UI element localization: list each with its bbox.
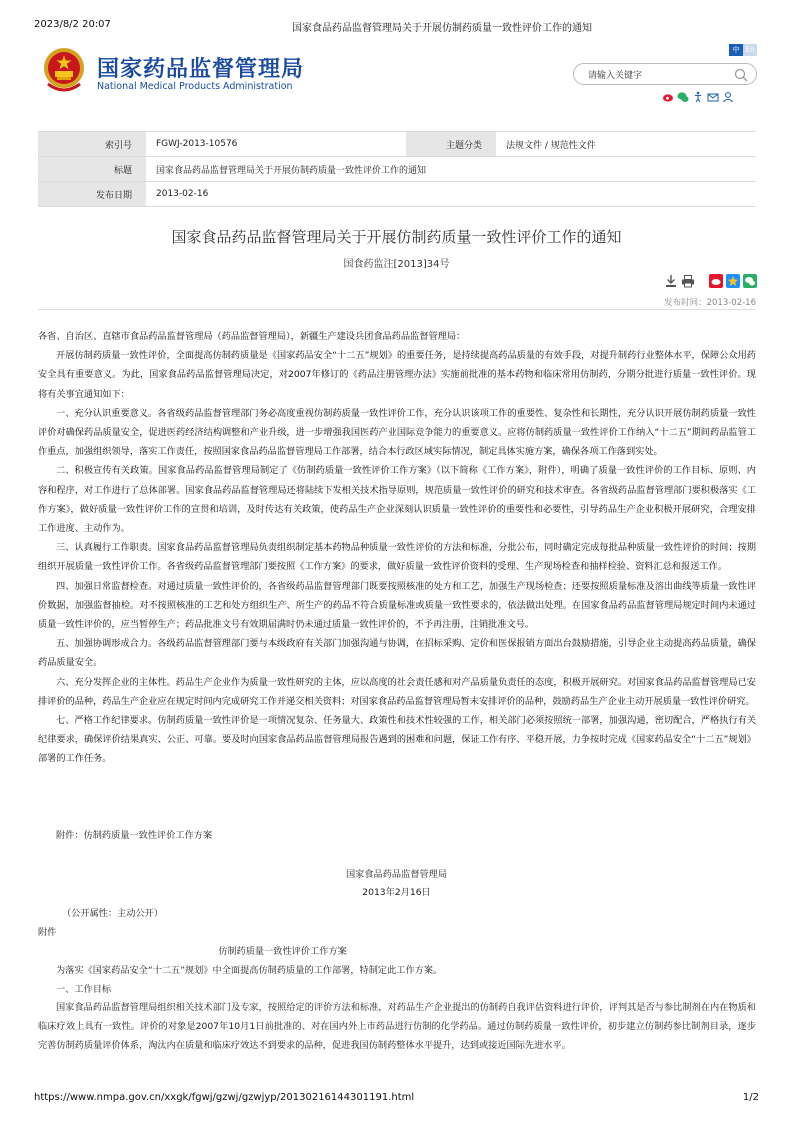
meta-row [38,157,756,182]
share-weibo-icon[interactable] [709,273,723,287]
sign-date: 2013年2月16日 [362,887,431,898]
meta-row [38,132,756,157]
title-label: 标题 [38,157,146,182]
title-value: 国家食品药品监督管理局关于开展仿制药质量一致性评价工作的通知 [146,157,756,182]
meta-row [38,182,756,207]
appendix-title: 仿制药质量一致性评价工作方案 [218,946,347,957]
email-icon[interactable] [707,88,719,100]
document-number: 国食药监注[2013]34号 [343,259,450,270]
appendix-intro: 为落实《国家药品安全“十二五”规划》中全面提高仿制药质量的工作部署，特制定此工作方案。 [56,965,443,976]
print-url: https://www.nmpa.gov.cn/xxgk/fgwj/gzwj/gzwjyp/20130216144301191.html [34,1092,415,1103]
publish-time: 发布时间：2013-02-16 [664,298,756,308]
document-tools [664,272,757,288]
intro-paragraph: 开展仿制药质量一致性评价，全面提高仿制药质量是《国家药品安全“十二五”规划》的重要任务，是持续提高药品质量的有效手段，对提升制药行业整体水平，保障公众用药安全具有重要意义。为此，国家食品药品监督管理局决定，对2007年修订的《药品注册管理办法》实施前批准的基本药物和临床常用仿制药，分期分批进行质量一致性评价。现将有关事宜通知如下： [38,350,756,400]
divider [38,309,756,310]
appendix-heading: 一、工作目标 [56,984,112,995]
social-links [662,88,734,100]
signer: 国家食品药品监督管理局 [345,869,448,880]
site-header [34,42,759,112]
wechat-icon[interactable] [677,88,689,100]
search-input[interactable]: 请输入关键字 [588,71,643,81]
print-page-title: 国家食品药品监督管理局关于开展仿制药质量一致性评价工作的通知 [292,23,592,34]
attachment-link[interactable]: 附件：仿制药质量一致性评价工作方案 [56,830,213,841]
print-footer [34,1092,759,1106]
document-body [38,327,756,769]
search-box[interactable] [573,63,757,85]
site-name-en[interactable]: National Medical Products Administration [97,81,293,92]
category-label: 主题分类 [406,132,496,157]
search-icon[interactable] [734,67,748,81]
salutation: 各省、自治区、直辖市食品药品监督管理局（药品监督管理局），新疆生产建设兵团食品药品监督管理局： [38,331,466,342]
body-paragraph: 七、严格工作纪律要求。仿制药质量一致性评价是一项情况复杂、任务量大、政策性和技术性较强的工作，相关部门必须按照统一部署，加强沟通，密切配合，严格执行有关纪律要求，确保评价结果真实、公正、可靠。要及时向国家食品药品监督管理局报告遇到的困难和问题，保证工作有序、平稳开展，力争按时完成《国家药品安全“十二五”规划》部署的工作任务。 [38,715,756,765]
weibo-icon[interactable] [662,88,674,100]
national-emblem-icon[interactable] [42,46,86,94]
print-timestamp: 2023/8/2 20:07 [34,19,111,30]
appendix-paragraph: 国家食品药品监督管理局组织相关技术部门及专家，按照给定的评价方法和标准，对药品生产企业提出的仿制药自我评估资料进行评价，评判其是否与参比制剂在内在物质和临床疗效上具有一致性。评价的对象是2007年10月1日前批准的、对在国内外上市药品进行仿制的化学药品。通过仿制药质量一致性评价，初步建立仿制药参比制剂目录，逐步完善仿制药质量评价体系，淘汰内在质量和临床疗效达不到要求的品种，促进我国仿制药整体水平提升，达到或接近国际先进水平。 [38,1002,756,1051]
date-value: 2013-02-16 [146,182,756,207]
document-title: 国家食品药品监督管理局关于开展仿制药质量一致性评价工作的通知 [171,228,622,246]
category-value: 法规文件 / 规范性文件 [496,132,756,157]
share-wechat-icon[interactable] [743,273,757,287]
index-label: 索引号 [38,132,146,157]
language-switch [729,44,757,56]
body-paragraph: 三、认真履行工作职责。国家食品药品监督管理局负责组织制定基本药物品种质量一致性评价的方法和标准，分批公布，同时确定完成每批品种质量一致性评价的时间；按期组织开展质量一致性评价工作。各省级药品监督管理部门要按照《工作方案》的要求，做好质量一致性评价资料的受理、生产现场检查和抽样检验、资料汇总和报送工作。 [38,542,756,573]
index-value: FGWJ-2013-10576 [146,132,406,157]
print-header [34,19,759,33]
body-paragraph: 四、加强日常监督检查。对通过质量一致性评价的，各省级药品监督管理部门既要按照核准的处方和工艺，加强生产现场检查；还要按照质量标准及溶出曲线等质量一致性评价数据，加强监督抽检。对不按照核准的工艺和处方组织生产、所生产的药品不符合质量标准或质量一致性要求的，依法做出处理。在国家食品药品监督管理局规定时间内未通过质量一致性评价的，应当暂停生产；药品批准文号有效期届满时仍未通过质量一致性评价的，不予再注册，注销批准文号。 [38,580,756,631]
accessibility-icon[interactable] [692,88,704,100]
page-number: 1/2 [742,1092,759,1103]
lang-zh-button[interactable]: 中 [729,44,743,56]
appendix-label: 附件 [38,927,57,938]
share-qzone-icon[interactable] [726,273,740,287]
download-icon[interactable] [664,273,678,287]
body-paragraph: 六、充分发挥企业的主体性。药品生产企业作为质量一致性研究的主体，应以高度的社会责任感和对产品质量负责任的态度，积极开展研究。对国家食品药品监督管理局已安排评价的品种，药品生产企业应在规定时间内完成研究工作并递交相关资料；对国家食品药品监督管理局暂未安排评价的品种，鼓励药品生产企业主动开展质量一致性评价研究。 [38,676,756,707]
document-meta-table [38,131,756,207]
site-name-cn[interactable]: 国家药品监督管理局 [97,57,305,82]
body-paragraph: 五、加强协调形成合力。各级药品监督管理部门要与本级政府有关部门加强沟通与协调，在招标采购、定价和医保报销方面出台鼓励措施，引导企业主动提高药品质量，确保药品质量安全。 [38,638,756,669]
open-attribute: （公开属性：主动公开） [62,908,164,919]
print-icon[interactable] [681,273,695,287]
date-label: 发布日期 [38,182,146,207]
user-icon[interactable] [722,88,734,100]
lang-en-button[interactable]: En [743,44,757,56]
body-paragraph: 一、充分认识重要意义。各省级药品监督管理部门务必高度重视仿制药质量一致性评价工作，充分认识该项工作的重要性、复杂性和长期性，充分认识开展仿制药质量一致性评价对确保药品质量安全，促进医药经济结构调整和产业升级，进一步增强我国医药产业国际竞争能力的重要意义。应将仿制药质量一致性评价工作纳入“十二五”期间药品监管工作重点，加强组织领导，落实工作责任，按照国家食品药品监督管理局工作部署，结合本行政区域实际情况，制定具体实施方案，确保各项工作落到实处。 [38,407,756,458]
body-paragraph: 二、积极宣传有关政策。国家食品药品监督管理局制定了《仿制药质量一致性评价工作方案》（以下简称《工作方案》，附件），明确了质量一致性评价的工作目标、原则、内容和程序，对工作进行了总体部署。国家食品药品监督管理局还将陆续下发相关技术指导原则，规范质量一致性评价的研究和技术审查。各省级药品监督管理部门要积极落实《工作方案》，做好质量一致性评价工作的宣贯和培训，及时传达有关政策，使药品生产企业深刻认识质量一致性评价的重要性和必要性，引导药品生产企业积极开展研究，合理安排工作进度、主动作为。 [38,465,756,535]
